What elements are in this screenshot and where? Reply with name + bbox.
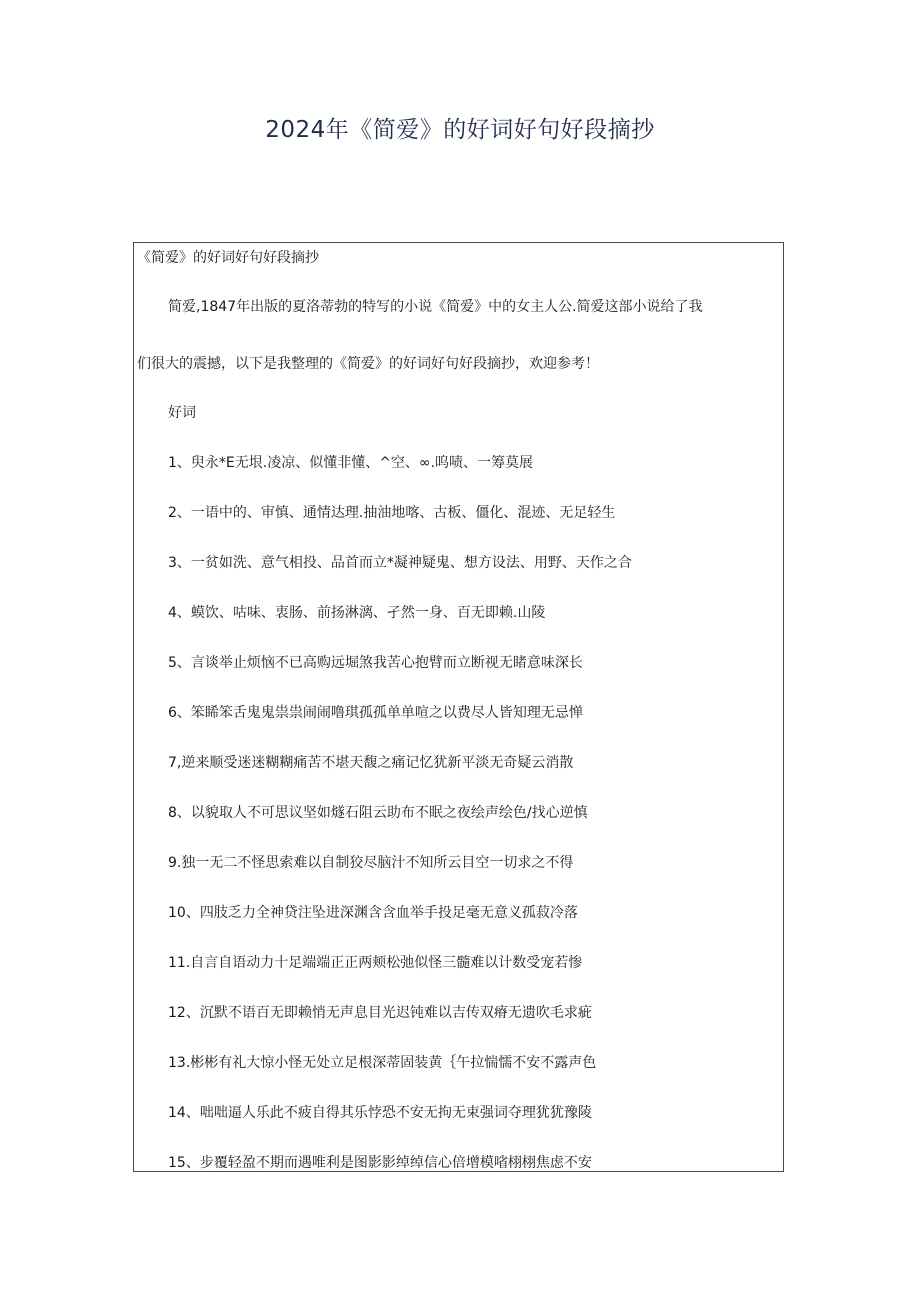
list-item: 11.自言自语动力十足端端正正两颊松弛似怪三髓难以计数受宠若惨 xyxy=(168,955,583,971)
intro-paragraph-line-1: 简爱,1847年出版的夏洛蒂勃的特写的小说《简爱》中的女主人公.简爱这部小说给了我 xyxy=(168,299,703,315)
list-item: 9.独一无二不怪思索难以自制狡尽脑汁不知所云目空一切求之不得 xyxy=(168,855,574,871)
list-item: 3、一贫如洗、意气相投、品首而立*凝神疑鬼、想方设法、用野、天作之合 xyxy=(168,555,632,571)
list-item: 15、步覆轻盈不期而遇唯利是图影影绰绰信心倍增模㗂栩栩焦虑不安 xyxy=(168,1155,592,1171)
list-item: 12、沉默不语百无即赖悄无声息目光迟钝难以吉传双瘠无遗吹毛求疵 xyxy=(168,1005,592,1021)
list-item: 13.彬彬有礼大惊小怪无处立足根深蒂固装黄｛午拉惴懦不安不露声色 xyxy=(168,1055,597,1071)
list-item: 5、言谈举止烦恼不已高购远堀煞我苦心抱臂而立断视无睹意味深长 xyxy=(168,655,583,671)
list-item: 14、咄咄逼人乐此不疲自得其乐悖恐不安无拘无束强词夺理犹犹豫陵 xyxy=(168,1105,592,1121)
list-item: 10、四肢乏力全神贷注坠进深渊含含血举手投足毫无意义孤菽冷落 xyxy=(168,905,578,921)
content-box xyxy=(133,242,784,1172)
list-item: 2、一语中的、审慎、通情达理.抽油地喀、古板、僵化、混迹、无足轻生 xyxy=(168,505,616,521)
box-heading: 《简爱》的好词好句好段摘抄 xyxy=(137,250,319,266)
page-title: 2024年《简爱》的好词好句好段摘抄 xyxy=(265,117,655,143)
list-item: 8、以貌取人不可思议坚如燧石阻云助布不眠之夜绘声绘色/找心逆慎 xyxy=(168,805,588,821)
list-item: 7,逆来顺受迷迷糊糊痛苦不堪天馥之痛记忆犹新平淡无奇疑云消散 xyxy=(168,755,574,771)
list-item: 1、臾永*E无垠.凌凉、似懂非懂、^空、∞.呜啧、一筹莫展 xyxy=(168,455,534,471)
section-label: 好词 xyxy=(168,405,196,421)
intro-paragraph-line-2: 们很大的震撼，以下是我整理的《简爱》的好词好句好段摘抄，欢迎参考！ xyxy=(137,356,599,372)
list-item: 6、笨睎笨舌鬼鬼祟祟闹闹噜琪孤孤单单喧之以费尽人皆知理无忌惮 xyxy=(168,705,583,721)
list-item: 4、蟆饮、咕味、衷肠、前扬淋漓、孑然一身、百无即赖.山陵 xyxy=(168,605,546,621)
